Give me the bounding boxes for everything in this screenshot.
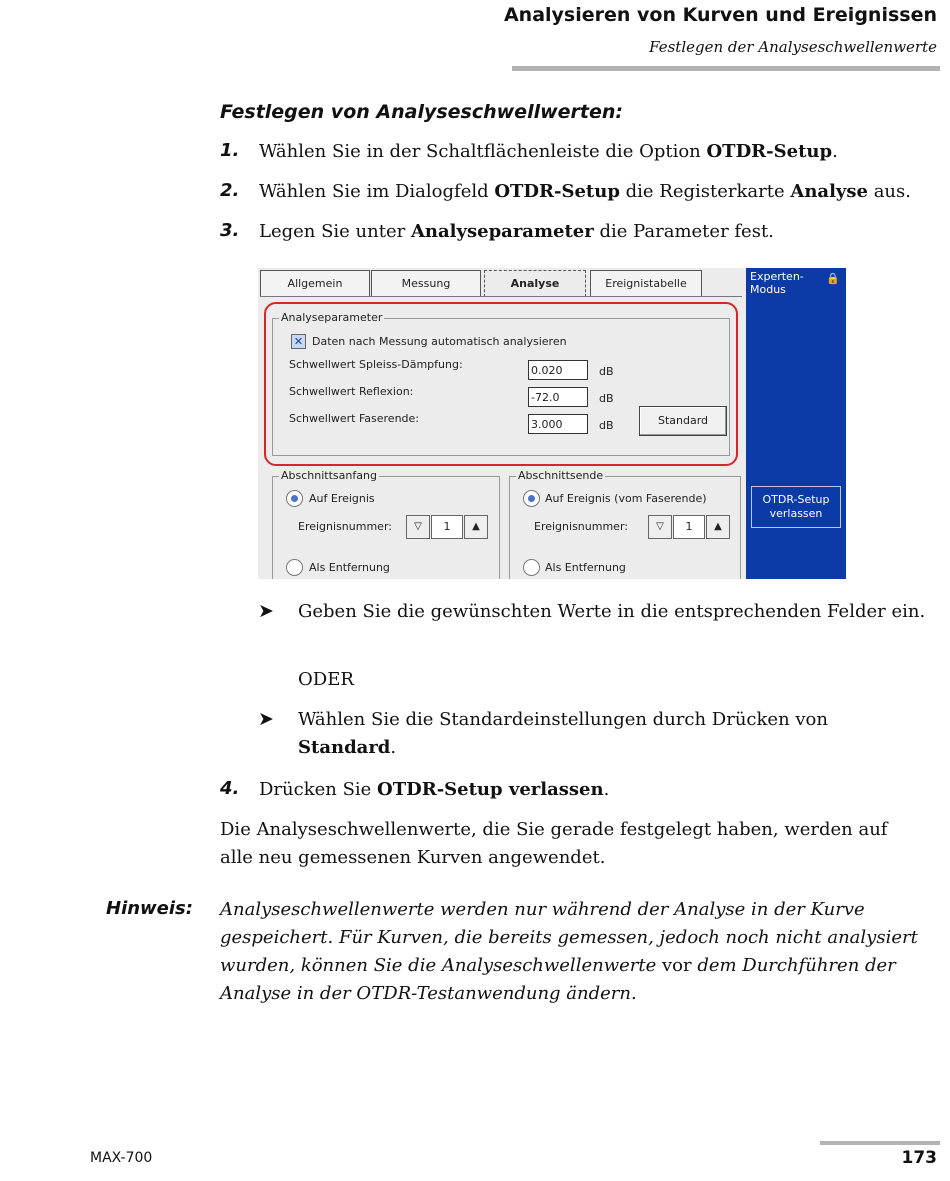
lock-icon[interactable]: 🔒 [826,272,840,285]
decrement-icon[interactable]: ▽ [648,515,672,539]
radio-label: Auf Ereignis [309,492,375,505]
or-text: ODER [298,669,354,690]
unit-label: dB [599,419,614,432]
header-divider [512,66,940,71]
tab-ereignistabelle[interactable]: Ereignistabelle [590,270,702,297]
bullet-arrow-icon: ➤ [258,708,274,730]
group-title: Analyseparameter [281,311,383,324]
stepper-value: 1 [431,515,463,539]
decrement-icon[interactable]: ▽ [406,515,430,539]
exit-otdr-setup-button[interactable]: OTDR-Setup verlassen [751,486,841,528]
step-text: Wählen Sie im Dialogfeld OTDR-Setup die Registerkarte Analyse aus. [259,181,911,202]
auto-analyze-label: Daten nach Messung automatisch analysieren [312,335,567,348]
page-header-subtitle: Festlegen der Analyseschwellenwerte [649,38,937,56]
radio-label: Auf Ereignis (vom Faserende) [545,492,707,505]
footer-divider [820,1141,940,1145]
increment-icon[interactable]: ▲ [706,515,730,539]
bullet-arrow-icon: ➤ [258,600,274,622]
reflectance-label: Schwellwert Reflexion: [289,385,414,398]
page-number: 173 [901,1148,937,1168]
page-header-title: Analysieren von Kurven und Ereignissen [503,4,937,26]
standard-button[interactable]: Standard [639,406,727,436]
fiber-end-field[interactable]: 3.000 [528,414,588,434]
section-heading: Festlegen von Analyseschwellwerten: [220,101,623,123]
result-paragraph: Die Analyseschwellenwerte, die Sie gerade festgelegt haben, werden auf alle neu gemessenen Kurven angewendet. [220,819,888,868]
event-number-label: Ereignisnummer: [298,520,392,533]
step-text: Wählen Sie in der Schaltflächenleiste die Option OTDR-Setup. [259,141,838,162]
unit-label: dB [599,392,614,405]
end-on-event-radio[interactable] [523,490,540,507]
event-number-label: Ereignisnummer: [534,520,628,533]
splice-loss-field[interactable]: 0.020 [528,360,588,380]
expert-mode-label: Experten- Modus [750,270,804,296]
radio-label: Als Entfernung [309,561,390,574]
group-title: Abschnittsende [518,469,604,482]
step-number: 4. [220,778,240,799]
stepper-value: 1 [673,515,705,539]
step-number: 2. [220,180,240,201]
check-icon: ✕ [293,335,304,348]
auto-analyze-checkbox[interactable] [291,334,306,349]
step-number: 3. [220,220,240,241]
start-event-number-stepper[interactable] [406,515,492,537]
otdr-setup-screenshot [258,268,846,579]
radio-label: Als Entfernung [545,561,626,574]
product-name: MAX-700 [90,1150,153,1166]
group-title: Abschnittsanfang [281,469,377,482]
fiber-end-label: Schwellwert Faserende: [289,412,420,425]
start-distance-radio[interactable] [286,559,303,576]
bullet-text: Wählen Sie die Standardeinstellungen durch Drücken von Standard. [298,709,828,758]
end-distance-radio[interactable] [523,559,540,576]
tab-allgemein[interactable]: Allgemein [260,270,370,297]
note-label: Hinweis: [106,898,193,919]
reflectance-field[interactable]: -72.0 [528,387,588,407]
step-text: Drücken Sie OTDR-Setup verlassen. [259,779,610,800]
tab-analyse[interactable]: Analyse [484,270,586,297]
increment-icon[interactable]: ▲ [464,515,488,539]
unit-label: dB [599,365,614,378]
highlight-frame [264,302,738,466]
tab-messung[interactable]: Messung [371,270,481,297]
step-number: 1. [220,140,240,161]
splice-loss-label: Schwellwert Spleiss-Dämpfung: [289,358,463,371]
bullet-text: Geben Sie die gewünschten Werte in die entsprechenden Felder ein. [298,601,926,622]
note-text: Analyseschwellenwerte werden nur während der Analyse in der Kurve gespeichert. Für Kurven, die bereits gemessen, jedoch noch nicht analysiert wurden, können Sie die Analyseschwellenwerte vor dem Durchführen der Analyse in der OTDR-Testanwendung ändern. [220,899,918,1004]
start-on-event-radio[interactable] [286,490,303,507]
end-event-number-stepper[interactable] [648,515,734,537]
expert-mode-sidebar [746,268,846,579]
step-text: Legen Sie unter Analyseparameter die Parameter fest. [259,221,774,242]
